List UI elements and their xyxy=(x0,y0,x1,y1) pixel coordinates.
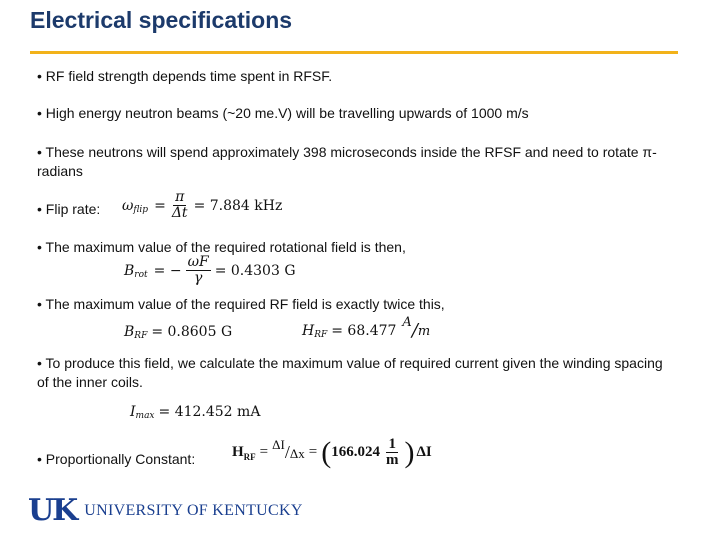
bullet-rf-field: • The maximum value of the required RF field is exactly twice this, xyxy=(37,296,445,312)
bullet-proportional-constant: • Proportionally Constant: xyxy=(37,451,196,467)
eq-imax-rhs: = 412.452 mA xyxy=(158,404,261,420)
equation-i-max xyxy=(130,404,260,420)
equation-proportional: H RF = ΔI / Δx = ( 166.024 $\frac{1}{m}$ ) ΔI xyxy=(232,435,432,469)
eq-brf-lhs: B xyxy=(124,324,135,340)
bullet-flip-rate: • Flip rate: xyxy=(37,201,101,217)
university-logo xyxy=(28,493,303,533)
slide-title: Electrical specifications xyxy=(30,7,293,33)
title-underline xyxy=(30,51,678,54)
equation-flip-rate: ω flip = $\frac{\pi}{\Delta t}$ = 7.884 kHz xyxy=(122,189,283,221)
eq-brot-lhs-sub: rot xyxy=(134,269,148,280)
eq-prop-fden: m xyxy=(385,452,399,468)
eq-prop-mid: = xyxy=(308,444,318,460)
bullet-neutron-speed: • High energy neutron beams (~20 me.V) will be travelling upwards of 1000 m/s xyxy=(37,105,529,121)
eq-brot-fraction xyxy=(186,255,211,286)
eq-prop-ratio: ΔI / Δx xyxy=(272,437,305,462)
eq-hrf-lhs-sub: RF xyxy=(314,329,328,340)
eq-flip-fraction xyxy=(170,190,190,221)
eq-prop-fnum: 1 xyxy=(388,436,396,452)
eq-prop-dx: Δx xyxy=(289,446,305,461)
eq-prop-di: ΔI xyxy=(272,437,285,452)
eq-flip-num: π xyxy=(175,189,185,205)
bullet-current: • To produce this field, we calculate the maximum value of required current given the winding spacing of the inner coils. xyxy=(37,355,663,390)
eq-hrf-lhs: H xyxy=(302,322,315,339)
bullet-rotational-field: • The maximum value of the required rotational field is then, xyxy=(37,239,406,255)
eq-prop-lhs: H xyxy=(232,444,244,460)
eq-flip-lhs-sub: flip xyxy=(133,204,149,215)
eq-brf-lhs-sub: RF xyxy=(134,331,148,341)
eq-imax-lhs: I xyxy=(130,404,136,420)
equation-h-rf xyxy=(302,315,431,341)
eq-brot-prefix: = − xyxy=(153,262,182,279)
eq-flip-den: Δt xyxy=(171,205,188,221)
eq-imax-lhs-sub: max xyxy=(135,411,155,421)
eq-brot-den: γ xyxy=(193,270,203,286)
eq-prop-eq: = xyxy=(259,444,269,460)
eq-prop-lhs-sub: RF xyxy=(243,451,256,462)
eq-brf-rhs: = 0.8605 G xyxy=(151,324,233,340)
eq-brot-lhs: B xyxy=(124,262,135,279)
eq-hrf-rhs: = 68.477 xyxy=(331,322,397,339)
bullet-transit-time: • These neutrons will spend approximately 398 microseconds inside the RFSF and need to rotate π-radians xyxy=(37,144,657,179)
uk-logo-year: 1865 xyxy=(46,526,62,533)
eq-prop-tail: ΔI xyxy=(416,444,432,460)
eq-prop-coef: 166.024 xyxy=(331,444,380,460)
eq-flip-lhs: ω xyxy=(122,197,134,214)
eq-prop-unit-frac xyxy=(384,437,401,468)
uk-logo-mark xyxy=(28,493,77,533)
uk-logo-letters: UK xyxy=(28,493,77,528)
bullet-rf-strength: • RF field strength depends time spent in RFSF. xyxy=(37,68,333,84)
eq-flip-rhs: = 7.884 kHz xyxy=(193,197,283,214)
eq-hrf-unit: A / m xyxy=(402,315,431,341)
equation-b-rf xyxy=(124,324,232,340)
eq-brot-rhs: = 0.4303 G xyxy=(214,262,296,279)
eq-brot-num: ωF xyxy=(187,254,209,270)
eq-hrf-unit-den: m xyxy=(417,324,431,339)
equation-b-rot xyxy=(124,255,296,286)
eq-hrf-unit-num: A xyxy=(402,315,412,330)
university-name: UNIVERSITY OF KENTUCKY xyxy=(84,502,303,519)
